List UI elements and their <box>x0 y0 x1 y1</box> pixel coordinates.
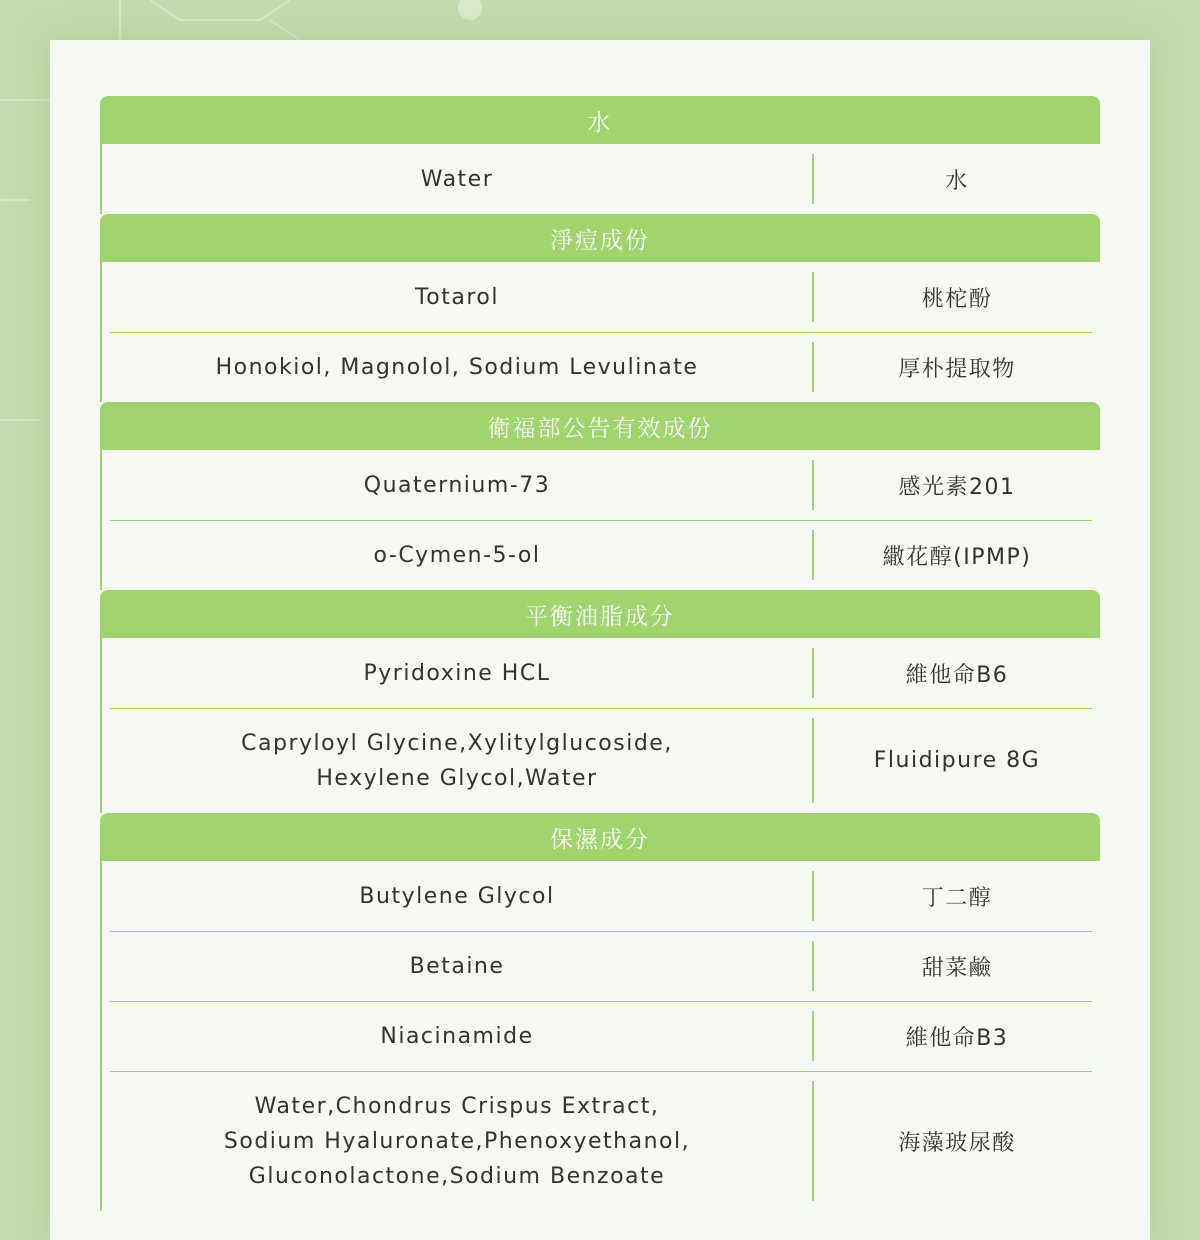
ingredient-inci-name: Quaternium-73 <box>363 472 551 498</box>
ingredient-chinese-name: 丁二醇 <box>812 871 1100 921</box>
ingredient-chinese-name: 厚朴提取物 <box>812 342 1100 392</box>
section-header: 衛福部公告有效成份 <box>100 402 1100 450</box>
ingredient-inci-name: Honokiol, Magnolol, Sodium Levulinate <box>215 354 699 380</box>
ingredient-chinese-name: 維他命B3 <box>812 1011 1100 1061</box>
ingredient-inci-name: Totarol <box>415 284 499 310</box>
ingredient-inci-name: o-Cymen-5-ol <box>373 542 541 568</box>
ingredient-chinese-name: 繖花醇(IPMP) <box>812 530 1100 580</box>
ingredient-row <box>100 1001 1100 1071</box>
ingredient-chinese-name: 甜菜鹼 <box>812 941 1100 991</box>
ingredient-row <box>100 262 1100 332</box>
ingredient-inci-name: Butylene Glycol <box>359 883 555 909</box>
ingredient-row <box>100 520 1100 590</box>
ingredient-row <box>100 931 1100 1001</box>
ingredient-inci-name: Betaine <box>409 953 505 979</box>
ingredient-chinese-name: 海藻玻尿酸 <box>812 1081 1100 1201</box>
ingredient-chinese-name: 感光素201 <box>812 460 1100 510</box>
ingredient-card <box>50 40 1150 1240</box>
ingredient-chinese-name: 維他命B6 <box>812 648 1100 698</box>
ingredient-row <box>100 1071 1100 1211</box>
ingredient-chinese-name: 水 <box>812 154 1100 204</box>
ingredient-row <box>100 450 1100 520</box>
ingredient-row <box>100 332 1100 402</box>
ingredient-inci-name: Pyridoxine HCL <box>363 660 551 686</box>
ingredient-inci-name: Niacinamide <box>380 1023 534 1049</box>
ingredient-row <box>100 144 1100 214</box>
ingredient-row <box>100 638 1100 708</box>
section-header: 淨痘成份 <box>100 214 1100 262</box>
ingredient-inci-name: Capryloyl Glycine,Xylitylglucoside, Hexylene Glycol,Water <box>241 730 673 791</box>
ingredient-chinese-name: Fluidipure 8G <box>812 718 1100 803</box>
section-header: 平衡油脂成分 <box>100 590 1100 638</box>
ingredient-chinese-name: 桃柁酚 <box>812 272 1100 322</box>
ingredient-inci-name: Water,Chondrus Crispus Extract, Sodium Hyaluronate,Phenoxyethanol, Gluconolactone,Sodium Benzoate <box>223 1093 691 1189</box>
ingredient-inci-name: Water <box>420 166 494 192</box>
ingredient-row <box>100 708 1100 813</box>
ingredient-row <box>100 861 1100 931</box>
section-header: 水 <box>100 96 1100 144</box>
section-header: 保濕成分 <box>100 813 1100 861</box>
ingredient-table <box>100 96 1100 1211</box>
